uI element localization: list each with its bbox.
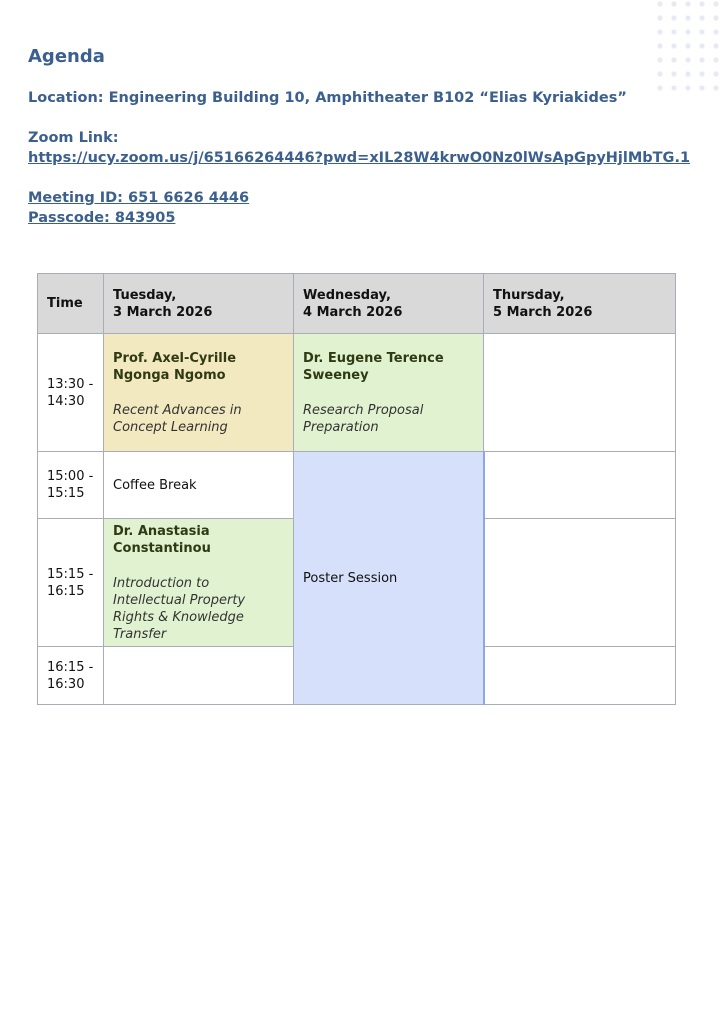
location-heading: Location: Engineering Building 10, Amphitheater B102 “Elias Kyriakides” — [28, 90, 627, 106]
speaker-name: Dr. Anastasia Constantinou — [113, 523, 211, 556]
thursday-day-label: Thursday, — [493, 287, 565, 303]
time-start: 15:00 - — [47, 469, 94, 484]
table-header-row — [38, 274, 676, 334]
talk-title: Introduction to Intellectual Property Rights & Knowledge Transfer — [113, 575, 246, 642]
time-start: 16:15 - — [47, 659, 94, 675]
thursday-column-header — [484, 274, 676, 334]
time-slot-1330 — [38, 334, 104, 452]
wednesday-day-label: Wednesday, — [303, 287, 391, 303]
time-slot-1500 — [38, 452, 104, 519]
session-thursday-1330 — [484, 334, 676, 452]
zoom-link-label: Zoom Link: — [28, 130, 119, 146]
talk-title: Research Proposal Preparation — [303, 402, 424, 435]
wednesday-column-header — [294, 274, 484, 334]
wednesday-date-label: 4 March 2026 — [303, 304, 403, 320]
zoom-link[interactable]: https://ucy.zoom.us/j/65166264446?pwd=xIL28W4krwO0Nz0lWsApGpyHjlMbTG.1 — [28, 150, 691, 166]
meeting-id-link[interactable]: Meeting ID: 651 6626 4446 — [28, 190, 250, 206]
time-end: 16:30 — [47, 676, 85, 692]
time-end: 16:15 — [47, 583, 85, 599]
time-start: 13:30 - — [47, 376, 94, 392]
session-wednesday-1330 — [294, 334, 484, 452]
session-thursday-1615 — [484, 647, 676, 705]
speaker-name: Dr. Eugene Terence Sweeney — [303, 350, 444, 383]
time-end: 15:15 — [47, 486, 85, 501]
table-row — [38, 452, 676, 519]
talk-title: Recent Advances in Concept Learning — [113, 402, 242, 435]
session-tuesday-1330 — [104, 334, 294, 452]
time-end: 14:30 — [47, 393, 85, 409]
passcode-link[interactable]: Passcode: 843905 — [28, 210, 176, 226]
session-thursday-1500 — [484, 452, 676, 519]
speaker-name: Prof. Axel-Cyrille Ngonga Ngomo — [113, 350, 237, 383]
decorative-dot-grid — [654, 0, 724, 95]
time-slot-1515 — [38, 519, 104, 647]
session-thursday-1515 — [484, 519, 676, 647]
session-tuesday-1615 — [104, 647, 294, 705]
tuesday-date-label: 3 March 2026 — [113, 304, 213, 320]
schedule-table — [37, 273, 676, 705]
page-title: Agenda — [28, 46, 105, 67]
thursday-date-label: 5 March 2026 — [493, 304, 593, 320]
time-column-header: Time — [38, 274, 104, 334]
session-wednesday-poster: Poster Session — [294, 452, 484, 705]
time-slot-1615 — [38, 647, 104, 705]
time-start: 15:15 - — [47, 566, 94, 582]
session-tuesday-1500: Coffee Break — [104, 452, 294, 519]
table-row — [38, 334, 676, 452]
tuesday-column-header — [104, 274, 294, 334]
tuesday-day-label: Tuesday, — [113, 287, 177, 303]
session-tuesday-1515 — [104, 519, 294, 647]
